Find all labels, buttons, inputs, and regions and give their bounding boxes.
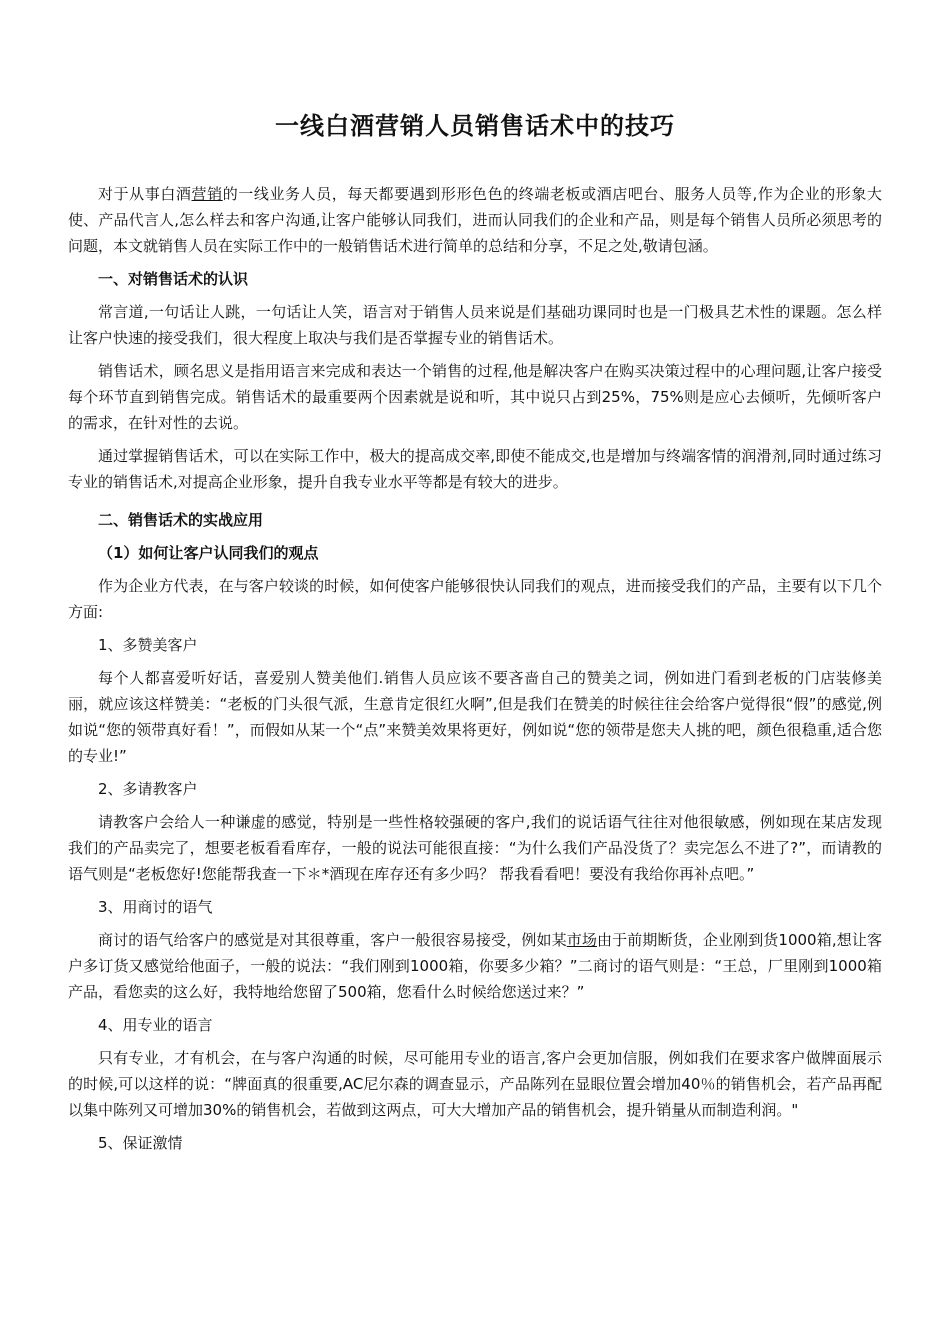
section1-paragraph-1: 常言道,一句话让人跳，一句话让人笑，语言对于销售人员来说是们基础功课同时也是一门极具艺术性的课题。怎么样让客户快速的接受我们，很大程度上取决与我们是否掌握专业的销售话术。 (68, 303, 882, 347)
subsection1-intro: 作为企业方代表，在与客户较谈的时候，如何使客户能够很快认同我们的观点，进而接受我们的产品，主要有以下几个方面: (68, 577, 882, 621)
item1-title: 1、多赞美客户 (98, 636, 198, 654)
item3-text-rest: 由于前期断货，企业刚到货1000箱,想让客户多订货又感觉给他面子，一般的说法：“我们刚到1000箱，你要多少箱？”二商讨的语气则是：“王总，厂里刚到1000箱产品，看您卖的这么好，我特地给您留了500箱，您看什么时候给您送过来？” (68, 931, 882, 1001)
document-page (68, 0, 882, 1344)
item3-text-start: 商讨的语气给客户的感觉是对其很尊重，客户一般很容易接受，例如某 (98, 931, 567, 949)
item3-text (68, 927, 882, 1005)
item3-title: 3、用商讨的语气 (98, 898, 213, 916)
section1-paragraph-3: 通过掌握销售话术，可以在实际工作中，极大的提高成交率,即使不能成交,也是增加与终端客情的润滑剂,同时通过练习专业的销售话术,对提高企业形象，提升自我专业水平等都是有较大的进步。 (68, 447, 882, 491)
marketing-link[interactable]: 营销 (191, 185, 223, 203)
section2-heading: 二、销售话术的实战应用 (98, 511, 264, 529)
subsection1-heading: （1）如何让客户认同我们的观点 (98, 544, 319, 562)
item5-title: 5、保证激情 (98, 1134, 183, 1152)
intro-text-rest: 的一线业务人员，每天都要遇到形形色色的终端老板或酒店吧台、服务人员等,作为企业的形象大使、产品代言人,怎么样去和客户沟通,让客户能够认同我们，进而认同我们的企业和产品，则是每个销售人员所必须思考的问题，本文就销售人员在实际工作中的一般销售话术进行简单的总结和分享，不足之处,敬请包涵。 (68, 185, 882, 255)
document-title: 一线白酒营销人员销售话术中的技巧 (275, 112, 675, 140)
section1-paragraph-2: 销售话术，顾名思义是指用语言来完成和表达一个销售的过程,他是解决客户在购买决策过程中的心理问题,让客户接受每个环节直到销售完成。销售话术的最重要两个因素就是说和听，其中说只占到25%，75%则是应心去倾听，先倾听客户的需求，在针对性的去说。 (68, 362, 882, 432)
item2-text: 请教客户会给人一种谦虚的感觉，特别是一些性格较强硬的客户,我们的说话语气往往对他很敏感，例如现在某店发现我们的产品卖完了，想要老板看看库存，一般的说法可能很直接：“为什么我们产品没货了？卖完怎么不进了?”，而请教的语气则是“老板您好!您能帮我查一下＊*酒现在库存还有多少吗？ 帮我看看吧！要没有我给你再补点吧。” (68, 813, 882, 883)
item1-text: 每个人都喜爱听好话，喜爱别人赞美他们.销售人员应该不要吝啬自己的赞美之词，例如进门看到老板的门店装修美丽，就应该这样赞美：“老板的门头很气派，生意肯定很红火啊”,但是我们在赞美的时候往往会给客户觉得很“假”的感觉,例如说“您的领带真好看！”，而假如从某一个“点”来赞美效果将更好，例如说“您的领带是您夫人挑的吧，颜色很稳重,适合您的专业!” (68, 669, 882, 765)
intro-text-start: 对于从事白酒 (98, 185, 192, 203)
item4-text: 只有专业，才有机会，在与客户沟通的时候，尽可能用专业的语言,客户会更加信服，例如我们在要求客户做牌面展示的时候,可以这样的说：“牌面真的很重要,AC尼尔森的调查显示，产品陈列在显眼位置会增加40％的销售机会，若产品再配以集中陈列又可增加30%的销售机会，若做到这两点，可大大增加产品的销售机会，提升销量从而制造利润。" (68, 1049, 882, 1119)
item2-title: 2、多请教客户 (98, 780, 198, 798)
item4-title: 4、用专业的语言 (98, 1016, 213, 1034)
document-body (68, 181, 882, 1163)
market-link[interactable]: 市场 (566, 931, 597, 949)
intro-paragraph (68, 181, 882, 259)
section1-heading: 一、对销售话术的认识 (98, 270, 249, 288)
